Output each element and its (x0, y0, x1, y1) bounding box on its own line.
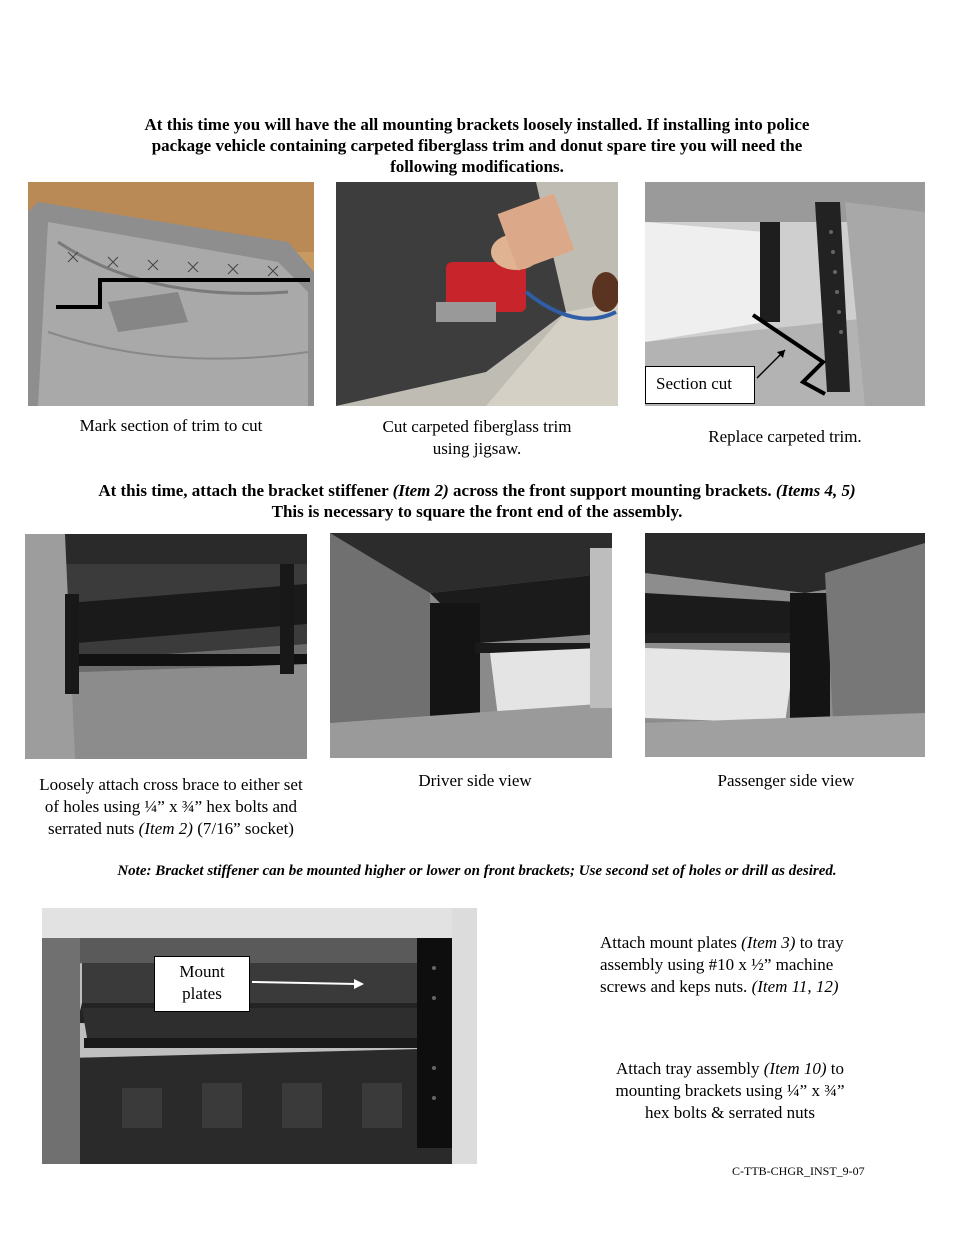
mount-plates-text (585, 932, 875, 998)
tray-assembly-text (585, 1058, 875, 1124)
caption-cut-trim (340, 416, 614, 460)
caption-cut-line-2: using jigsaw. (432, 439, 522, 458)
photo-mount-plates (42, 908, 477, 1164)
mount-text-line-1 (585, 932, 875, 954)
photo-cross-brace (25, 534, 307, 759)
mount-text-line-2: assembly using #10 x ½” machine (600, 955, 834, 974)
mount-items-ref: (Item 11, 12) (751, 977, 839, 996)
mount-text-line-3 (585, 976, 875, 998)
callout-section-cut: Section cut (645, 366, 755, 404)
caption-cut-line-1: Cut carpeted fiberglass trim (382, 417, 572, 436)
caption-cross-text: serrated nuts (48, 819, 139, 838)
callout-mount-plates (154, 956, 250, 1012)
mount-text-c: to tray (795, 933, 844, 952)
tray-text-line-2: mounting brackets using ¼” x ¾” (615, 1081, 845, 1100)
caption-passenger-side: Passenger side view (717, 771, 855, 790)
caption-cross-socket: (7/16” socket) (192, 819, 294, 838)
stiffener-item-ref: (Item 2) (392, 481, 449, 500)
stiffener-heading-line-2: This is necessary to square the front end of the assembly. (271, 502, 683, 521)
photo-passenger-side (645, 533, 925, 757)
photo-jigsaw-cut (336, 182, 618, 406)
caption-mark-trim: Mark section of trim to cut (79, 416, 263, 435)
tray-text-c: to (826, 1059, 845, 1078)
footer-document-code: C-TTB-CHGR_INST_9-07 (732, 1164, 865, 1178)
intro-line-2: package vehicle containing carpeted fiberglass trim and donut spare tire you will need the (151, 136, 803, 155)
tray-text-line-3: hex bolts & serrated nuts (645, 1103, 815, 1122)
stiffener-text-c: across the front support mounting brackets. (448, 481, 776, 500)
caption-replace-trim: Replace carpeted trim. (708, 427, 862, 446)
note-text: Note: Bracket stiffener can be mounted higher or lower on front brackets; Use second set of holes or drill as desired. (117, 863, 837, 879)
mount-item-ref: (Item 3) (741, 933, 796, 952)
stiffener-items-ref: (Items 4, 5) (775, 481, 856, 500)
intro-line-3: following modifications. (390, 157, 564, 176)
photo-mark-trim (28, 182, 314, 406)
mount-text-a: Attach mount plates (600, 933, 742, 952)
callout-mount-line-2: plates (182, 984, 222, 1003)
intro-text (40, 114, 914, 177)
stiffener-text-a: At this time, attach the bracket stiffener (98, 481, 393, 500)
callout-mount-line-1: Mount (179, 962, 225, 981)
caption-cross-line-3 (20, 818, 322, 840)
caption-cross-item: (Item 2) (138, 819, 193, 838)
stiffener-heading-line-1 (20, 480, 934, 501)
intro-line-1: At this time you will have the all mounting brackets loosely installed. If installing into police (144, 115, 810, 134)
mount-text-line3-a: screws and keps nuts. (600, 977, 752, 996)
caption-cross-brace (20, 774, 322, 840)
tray-text-line-1 (585, 1058, 875, 1080)
photo-replace-trim (645, 182, 925, 406)
stiffener-heading (20, 480, 934, 522)
caption-cross-line-1: Loosely attach cross brace to either set (39, 775, 303, 794)
caption-cross-line-2: of holes using ¼” x ¾” hex bolts and (44, 797, 298, 816)
caption-driver-side: Driver side view (418, 771, 532, 790)
photo-driver-side (330, 533, 612, 758)
tray-text-a: Attach tray assembly (615, 1059, 764, 1078)
tray-item-ref: (Item 10) (763, 1059, 827, 1078)
